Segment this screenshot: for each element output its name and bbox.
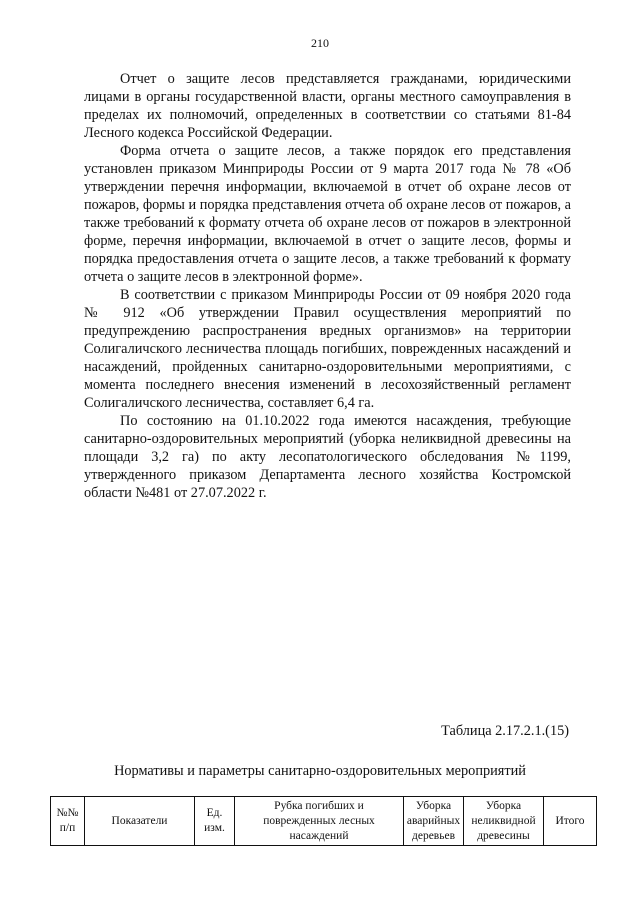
- paragraph: В соответствии с приказом Минприроды России от 09 ноября 2020 года № 912 «Об утверждении Правил осуществления мероприятий по предупреждению распространения вредных организмов» на территории Солигаличского лесничества площадь погибших, поврежденных насаждений и насаждений, пройденных санитарно-оздоровительными мероприятиями, с момента последнего внесения изменений в лесохозяйственный регламент Солигаличского лесничества, составляет 6,4 га.: [84, 287, 571, 411]
- header-cell-unit: Ед. изм.: [195, 797, 235, 846]
- header-cell-number: №№ п/п: [51, 797, 85, 846]
- header-cell-illiquid-wood: Уборка неликвидной древесины: [464, 797, 544, 846]
- body-text: [84, 70, 571, 502]
- norms-table: [50, 796, 597, 846]
- table-header-row: [51, 797, 597, 846]
- paragraph: Форма отчета о защите лесов, а также порядок его представления установлен приказом Минприроды России от 9 марта 2017 года № 78 «Об утверждении перечня информации, включаемой в отчет об охране лесов от пожаров, формы и порядка представления отчета об охране лесов от пожаров, а также требований к формату отчета об охране лесов от пожаров в электронной форме, перечня информации, включаемой в отчет о защите лесов, формы и порядка предоставления отчета о защите лесов, а также требований к формату отчета о защите лесов в электронной форме».: [84, 143, 571, 285]
- paragraph: По состоянию на 01.10.2022 года имеются насаждения, требующие санитарно-оздоровительных мероприятий (уборка неликвидной древесины на площади 3,2 га) по акту лесопатологического обследования №1199, утвержденного приказом Департамента лесного хозяйства Костромской области №481 от 27.07.2022 г.: [84, 413, 571, 501]
- page-number: 210: [311, 36, 329, 50]
- header-cell-felling: Рубка погибших и поврежденных лесных насаждений: [235, 797, 404, 846]
- header-cell-total: Итого: [544, 797, 597, 846]
- table-title: Нормативы и параметры санитарно-оздоровительных мероприятий: [114, 763, 526, 779]
- paragraph: Отчет о защите лесов представляется гражданами, юридическими лицами в органы государственной власти, органы местного самоуправления в пределах их полномочий, определенных в соответствии со статьями 81-84 Лесного кодекса Российской Федерации.: [84, 71, 571, 141]
- table-caption: Таблица 2.17.2.1.(15): [441, 723, 569, 739]
- header-cell-hazard-trees: Уборка аварийных деревьев: [404, 797, 464, 846]
- header-cell-indicators: Показатели: [85, 797, 195, 846]
